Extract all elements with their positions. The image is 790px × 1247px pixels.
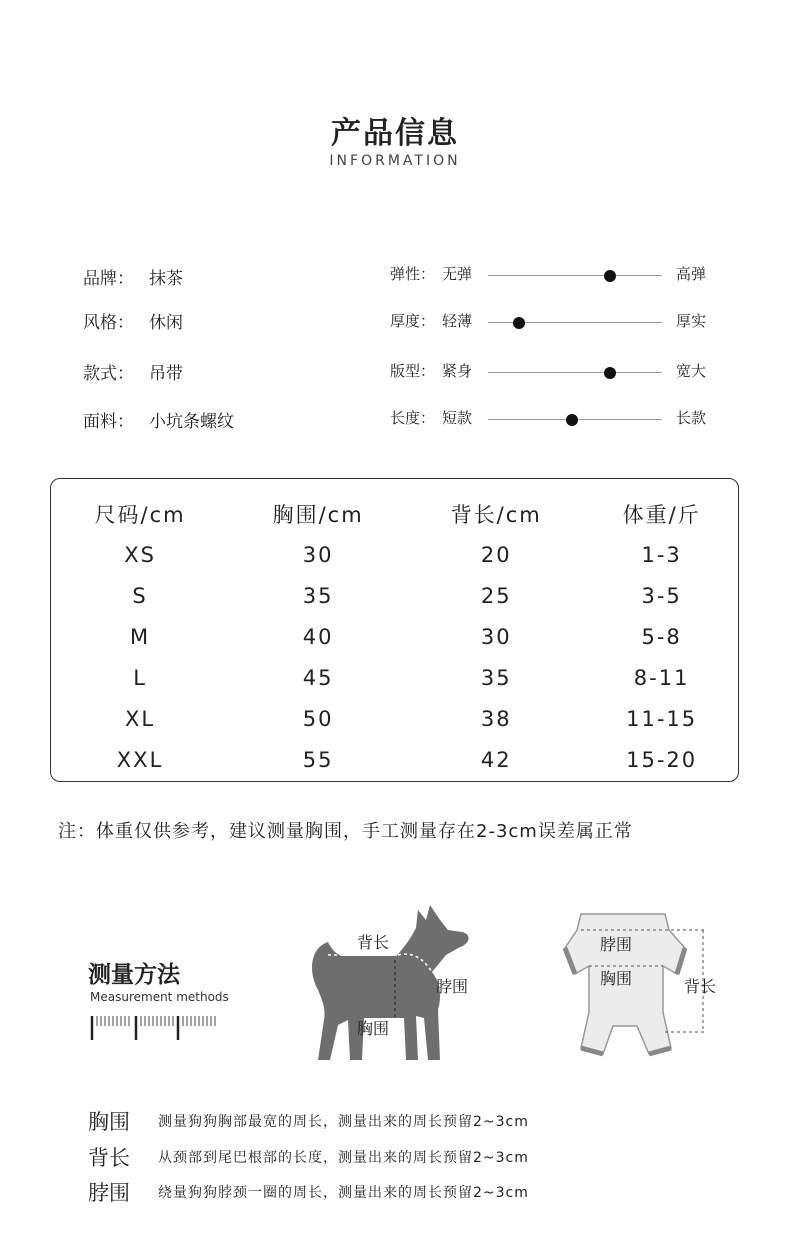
scale-knob — [513, 317, 525, 329]
scale-fit — [390, 360, 720, 384]
scale-length — [390, 407, 720, 431]
column-header: 背长/cm — [450, 502, 542, 527]
column-header: 尺码/cm — [94, 502, 186, 527]
garment-label-back: 背长 — [684, 977, 717, 996]
size-table — [50, 478, 739, 782]
attribute-label: 面料： — [83, 412, 134, 432]
table-cell: 11-15 — [626, 706, 698, 731]
table-row — [51, 739, 738, 780]
attribute-label: 品牌： — [83, 269, 134, 289]
scale-high: 长款 — [676, 409, 707, 427]
garment-label-neck: 脖围 — [600, 935, 633, 954]
table-cell: 45 — [302, 665, 334, 690]
scale-low: 无弹 — [442, 265, 473, 283]
scale-track — [488, 275, 662, 276]
table-cell: 5-8 — [641, 624, 682, 649]
description-row — [88, 1106, 529, 1136]
scale-label: 版型： — [390, 362, 436, 380]
table-row — [51, 698, 738, 739]
table-cell: 35 — [302, 583, 334, 608]
description-text: 测量狗狗胸部最宽的周长，测量出来的周长预留2~3cm — [158, 1114, 529, 1130]
measure-title: 测量方法 — [88, 962, 180, 988]
table-cell: XS — [124, 542, 156, 567]
table-cell: 55 — [302, 747, 334, 772]
table-row — [51, 575, 738, 616]
page-subtitle: INFORMATION — [329, 153, 461, 169]
table-cell: 20 — [480, 542, 512, 567]
dog-label-chest: 胸围 — [357, 1019, 390, 1038]
table-cell: 30 — [480, 624, 512, 649]
description-term: 胸围 — [88, 1110, 130, 1134]
table-cell: XXL — [116, 747, 164, 772]
attribute-label: 风格： — [83, 313, 134, 333]
description-term: 脖围 — [88, 1181, 130, 1205]
table-cell: 30 — [302, 542, 334, 567]
scale-knob — [604, 367, 616, 379]
description-text: 绕量狗狗脖颈一圈的周长，测量出来的周长预留2~3cm — [158, 1185, 529, 1201]
scale-elasticity — [390, 263, 720, 287]
scale-knob — [566, 414, 578, 426]
table-cell: 8-11 — [633, 665, 690, 690]
table-row — [51, 534, 738, 575]
description-term: 背长 — [88, 1146, 130, 1170]
scale-thickness — [390, 310, 720, 334]
column-header: 体重/斤 — [622, 502, 701, 527]
scale-knob — [604, 270, 616, 282]
table-cell: 50 — [302, 706, 334, 731]
dog-label-back: 背长 — [357, 933, 390, 952]
table-cell: 3-5 — [641, 583, 682, 608]
table-cell: 40 — [302, 624, 334, 649]
attribute-value: 抹茶 — [149, 269, 183, 289]
table-cell: S — [132, 583, 148, 608]
table-cell: 35 — [480, 665, 512, 690]
scale-high: 宽大 — [676, 362, 707, 380]
table-row — [51, 616, 738, 657]
table-row — [51, 657, 738, 698]
attribute-fabric — [83, 407, 234, 432]
scale-track — [488, 372, 662, 373]
attribute-type — [83, 359, 183, 384]
table-cell: 38 — [480, 706, 512, 731]
description-row — [88, 1177, 529, 1207]
page-title: 产品信息 — [331, 116, 459, 151]
table-cell: XL — [125, 706, 156, 731]
table-cell: L — [133, 665, 147, 690]
scale-label: 长度： — [390, 409, 436, 427]
table-cell: 42 — [480, 747, 512, 772]
dog-label-neck: 脖围 — [436, 977, 469, 996]
measure-subtitle: Measurement methods — [90, 990, 229, 1004]
table-cell: 15-20 — [626, 747, 698, 772]
scale-low: 短款 — [442, 409, 473, 427]
table-cell: M — [129, 624, 151, 649]
column-header: 胸围/cm — [272, 502, 364, 527]
scale-low: 紧身 — [442, 362, 473, 380]
description-row — [88, 1142, 529, 1172]
scale-label: 弹性： — [390, 265, 436, 283]
attribute-value: 休闲 — [149, 313, 183, 333]
scale-high: 高弹 — [676, 265, 707, 283]
size-note: 注：体重仅供参考，建议测量胸围，手工测量存在2-3cm误差属正常 — [58, 821, 633, 842]
attribute-label: 款式： — [83, 364, 134, 384]
table-cell: 25 — [480, 583, 512, 608]
attribute-value: 小坑条螺纹 — [149, 412, 234, 432]
scale-label: 厚度： — [390, 312, 436, 330]
table-header-row — [51, 493, 738, 534]
table-cell: 1-3 — [641, 542, 682, 567]
ruler-icon — [90, 1012, 220, 1042]
garment-label-chest: 胸围 — [600, 969, 633, 988]
description-text: 从颈部到尾巴根部的长度，测量出来的周长预留2~3cm — [158, 1150, 529, 1166]
attribute-value: 吊带 — [149, 364, 183, 384]
scale-high: 厚实 — [676, 312, 707, 330]
attribute-style — [83, 308, 183, 333]
attribute-brand — [83, 264, 183, 289]
scale-low: 轻薄 — [442, 312, 473, 330]
